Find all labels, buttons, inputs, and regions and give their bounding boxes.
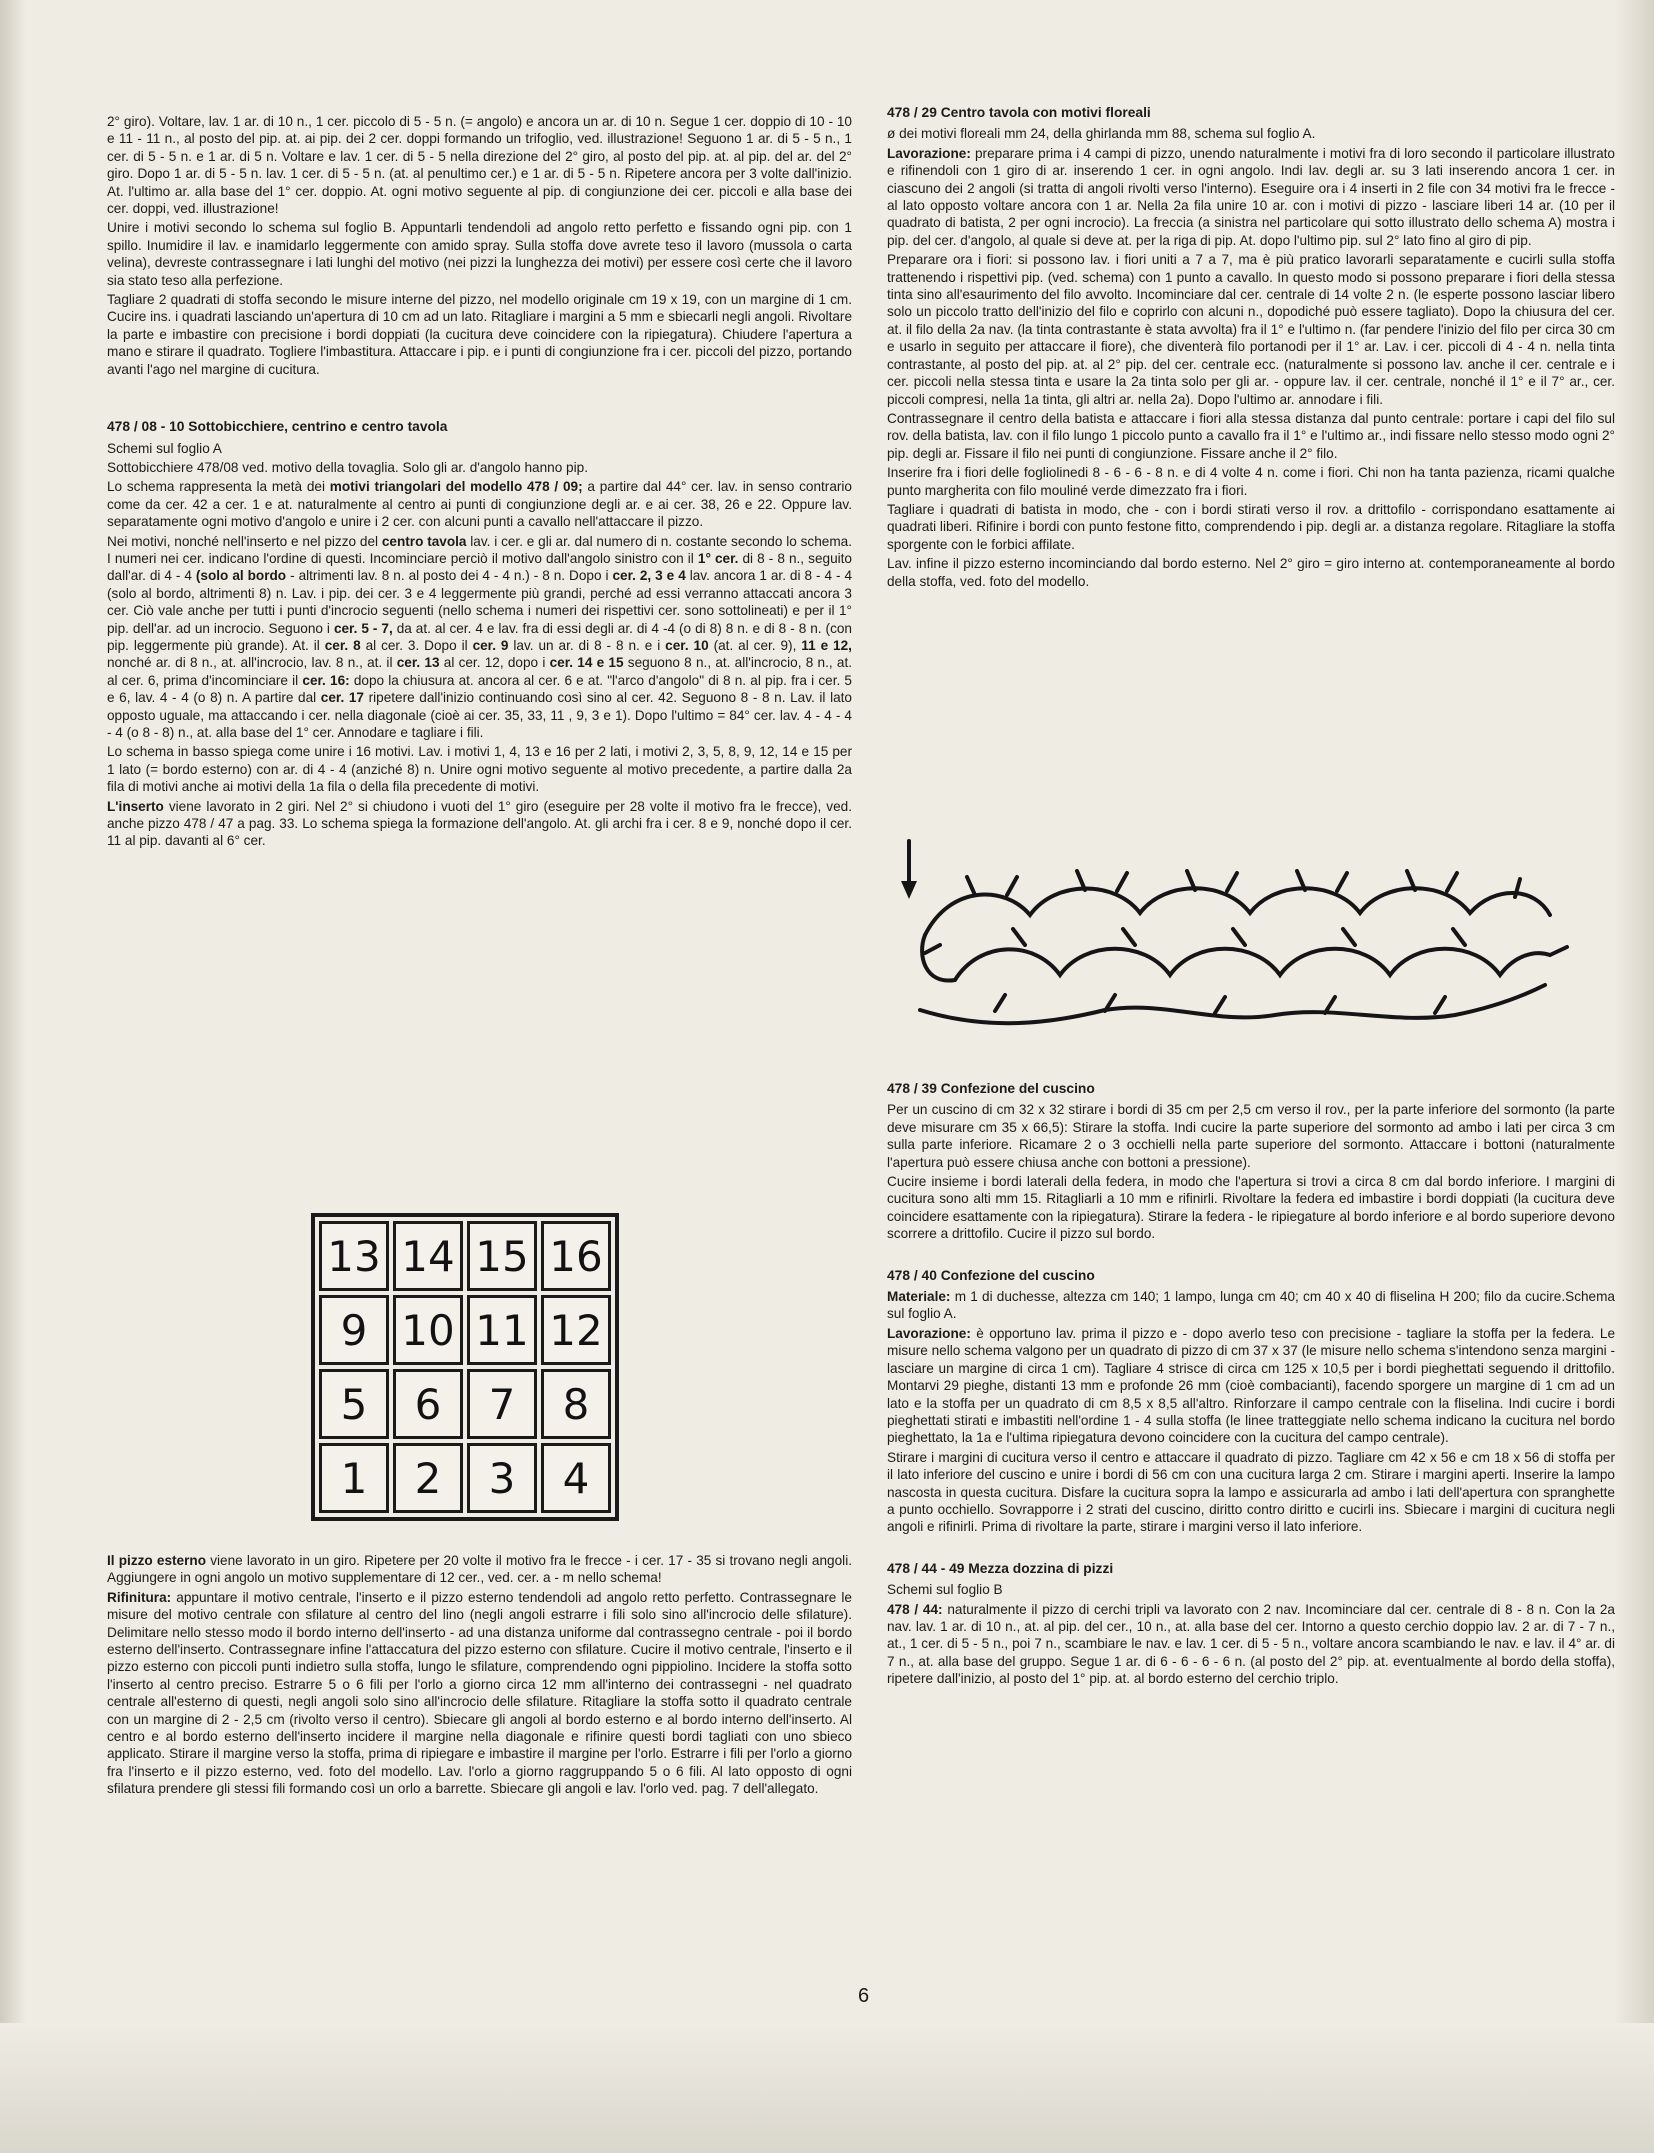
grid-cell: 2 (393, 1443, 463, 1513)
grid-cell: 8 (541, 1369, 611, 1439)
paragraph: Cucire insieme i bordi laterali della federa, in modo che l'apertura si trovi a circa 8 cm dal bordo inferiore. I margini di cucitura sono alti mm 15. Ritagliarli a 10 mm e rifinirli. Rivoltare la federa ed imbastire i bordi doppiati (la cucitura deve coincidere esattamente con la ripiegatura). Stirare la federa - le ripiegature al bordo inferiore e al bordo superiore devono scorrere a drittofilo. Cucire il pizzo sul bordo. (887, 1174, 1615, 1242)
left-column-lower (107, 1552, 852, 1800)
lace-diagram (895, 825, 1575, 1045)
paragraph: Tagliare i quadrati di batista in modo, che - con i bordi stirati verso il rov. a drittofilo - corrispondano esattamente ai quadrati liberi. Rifinire i bordi con punto festone fitto, comprendendo i pip. degli ar. a distanza regolare. Ritagliare la stoffa sporgente con le forbici affilate. (887, 501, 1615, 552)
paragraph: Stirare i margini di cucitura verso il centro e attaccare il quadrato di pizzo. Tagliare cm 42 x 56 e cm 18 x 56 di stoffa per il lato inferiore del cuscino e unire i bordi di 56 cm con una cucitura larga 2 cm. Stirare i margini aperti. Inserire la lampo nascosta in questa cucitura. Disfare la cucitura sopra la lampo e assicurarla ad ambo i lati dell'apertura con spranghette a punto occhiello. Sovrapporre i 2 strati del cuscino, diritto contro diritto e cucirli ins. Sbiecare i margini di cucitura negli angoli e rifinirli. Prima di rivoltare la parte, stirare i margini verso il lato inferiore. (887, 1449, 1615, 1535)
section-title-0840: 478 / 40 Confezione del cuscino (887, 1267, 1095, 1283)
lower-baseline (920, 985, 1545, 1023)
grid-cell: 14 (393, 1221, 463, 1291)
picot (1117, 873, 1127, 891)
intro-paragraph: Tagliare 2 quadrati di stoffa secondo le misure interne del pizzo, nel modello originale cm 19 x 19, con un margine di 1 cm. Cucire ins. i quadrati lasciando un'apertura di 10 cm ad un lato. Ritagliare i margini a 5 mm e sbiecarli negli angoli. Rivoltare la parte e imbastire con precisione i bordi doppiati (la cucitura deve coincidere con la ripiegatura). Chiudere l'apertura a mano e stirare il quadrato. Togliere l'imbastitura. Attaccare i pip. e i punti di congiunzione fra i cer. piccoli del pizzo, portando avanti l'ago nel margine di cucitura. (107, 292, 852, 377)
picot (1550, 947, 1567, 955)
picot (1215, 997, 1225, 1013)
section-subtitle: Schemi sul foglio B (887, 1582, 1003, 1598)
paragraph: ø dei motivi floreali mm 24, della ghirlanda mm 88, schema sul foglio A. (887, 126, 1316, 142)
paragraph: Lo schema in basso spiega come unire i 16 motivi. Lav. i motivi 1, 4, 13 e 16 per 2 lati, i motivi 2, 3, 5, 8, 9, 12, 14 e 15 per 1 lato (= bordo esterno) con ar. di 4 - 4 (anziché 8) n. Unire ogni motivo seguente al motivo precedente, a partire dalla 2a fila di motivi anche ai motivi della 1a fila o della fila precedente di motivi. (107, 744, 852, 795)
section-title-0839: 478 / 39 Confezione del cuscino (887, 1081, 1095, 1096)
page-edge-right (1614, 0, 1654, 2153)
picot (1007, 877, 1017, 895)
picot (1447, 873, 1457, 891)
grid-cell: 5 (319, 1369, 389, 1439)
motif-number-grid (311, 1213, 619, 1521)
grid-cell: 4 (541, 1443, 611, 1513)
intro-paragraph: Unire i motivi secondo lo schema sul foglio B. Appuntarli tendendoli ad angolo retto perfetto e fissando ogni pip. con 1 spillo. Inumidire il lav. e inamidarlo leggermente con amido spray. Sulla stoffa dove avrete teso il lavoro (mussola o carta velina), devreste contrassegnare i lati lunghi del motivo (nei pizzi la lunghezza dei motivi) per essere così certe che il lavoro sia stato teso alla perfezione. (107, 220, 852, 288)
page-edge-left (0, 0, 26, 2153)
paragraph: Lavorazione: preparare prima i 4 campi di pizzo, unendo naturalmente i motivi fra di loro secondo il particolare illustrato e rifinendoli con 1 giro di ar. inserendo 1 cer. in ogni angolo. Indi lav. degli ar. su 3 lati inserendo ancora 1 cer. in ciascuno dei 2 angoli (si tratta di angoli rivolti verso l'interno). Eseguire ora i 4 inserti in 2 file con 34 motivi fra le frecce - al lato opposto voltare ancora con 1 ar. Nella 2a fila unire 10 ar. con i motivi di pizzo - lasciare liberi 14 ar. (10 per il quadrato di batista, 2 per ogni incrocio). La freccia (a sinistra nel particolare qui sotto illustrato dello schema A) mostra i pip. del cer. d'angolo, al quale si deve at. per la riga di pip. At. dopo l'ultimo pip. sul 2° lato fino al giro di pip. (887, 145, 1615, 248)
picot (1013, 929, 1025, 945)
grid-cell: 6 (393, 1369, 463, 1439)
picot (1337, 873, 1347, 891)
grid-cell: 12 (541, 1295, 611, 1365)
right-column (887, 104, 1615, 592)
picot (1227, 873, 1237, 891)
paragraph: Lavorazione: è opportuno lav. prima il pizzo e - dopo averlo teso con precisione - tagliare la stoffa per la federa. Le misure nello schema valgono per un quadrato di pizzo di cm 37 x 37 (le misure nello schema s'intendono senza margini - lasciare un margine di circa 1 cm). Tagliare 4 strisce di circa cm 125 x 10,5 per i bordi pieghettati seguendo il drittofilo. Montarvi 29 pieghe, distanti 13 mm e profonde 26 mm (cioè combacianti), facendo sporgere un margine di 1 cm ad un lato e la stoffa per un quadrato di cm 8,5 x 8,5 all'altro. Rinforzare il campo centrale con la fliselina. Indi cucire i bordi pieghettati stirati e imbastiti nell'ordine 1 - 4 sulla stoffa (le linee tratteggiate nello schema indicano la cucitura nel bordo pieghettato, la 1a e l'ultima ripiegatura devono coincidere con la cucitura del campo centrale). (887, 1325, 1615, 1446)
paragraph: Per un cuscino di cm 32 x 32 stirare i bordi di 35 cm per 2,5 cm verso il rov., per la parte inferiore del sormonto (la parte deve misurare cm 35 x 66,5): Stirare la stoffa. Indi cucire la parte superiore del sormonto ad ambo i lati per circa 3 cm sulla parte inferiore. Ricamare 2 o 3 occhielli nella parte superiore del sormonto. Attaccare i bottoni (naturalmente l'apertura può essere chiusa anche con bottoni a pressione). (887, 1102, 1615, 1170)
picot (1123, 929, 1135, 945)
picot (967, 877, 975, 895)
upper-scallop-row (925, 888, 1550, 935)
paragraph: Sottobicchiere 478/08 ved. motivo della tovaglia. Solo gli ar. d'angolo hanno pip. (107, 459, 588, 475)
paragraph: Inserire fra i fiori delle fogliolinedi 8 - 6 - 6 - 8 n. e di 4 volte 4 n. come i fiori. Chi non ha tanta pazienza, ricami qualche punto margherita con filo mouliné verde dimezzato fra i fiori. (887, 465, 1615, 498)
section-title-0810: 478 / 08 - 10 Sottobicchiere, centrino e centro tavola (107, 419, 448, 435)
picot (1233, 929, 1245, 945)
section-subtitle: Schemi sul foglio A (107, 440, 222, 456)
paragraph: Materiale: m 1 di duchesse, altezza cm 140; 1 lampo, lunga cm 40; cm 40 x 40 di fliselina H 200; filo da cucire.Schema sul foglio A. (887, 1289, 1615, 1322)
grid-cell: 11 (467, 1295, 537, 1365)
paragraph: Rifinitura: appuntare il motivo centrale, l'inserto e il pizzo esterno tendendoli ad angolo retto perfetto. Contrassegnare le misure del motivo centrale con sfilature al centro del lino (negli angoli estrarre i fili solo sino all'incrocio delle sfilature). Delimitare nello stesso modo il bordo interno dell'inserto - ad una distanza uniforme dal contrassegno centrale - poi il bordo esterno dell'inserto. Contrassegnare infine l'attaccatura del pizzo esterno con sfilature. Cucire il motivo centrale, l'inserto e il pizzo esterno con piccoli punti indietro sulla stoffa, lungo le sfilature, comprendendo ogni pippiolino. Incidere la stoffa sotto l'inserto al centro preciso. Estrarre 5 o 6 fili per l'orlo a giorno circa 12 mm all'interno dei contrassegni - nel quadrato centrale all'esterno di questi, negli angoli solo sino all'incrocio delle sfilature. Ritagliare la stoffa sotto il quadrato centrale con un margine di 2 - 2,5 cm (rivolto verso il centro). Sbiecare gli angoli al bordo esterno e al bordo interno dell'inserto. Al centro e al bordo esterno dell'inserto incidere il margine nella diagonale e rifinire questi bordi tagliati con uno sbieco applicato. Stirare il margine verso la stoffa, prima di ripiegare e imbastire il margine per l'orlo. Estrarre i fili per l'orlo a giorno fra l'inserto e il pizzo esterno, ved. foto del modello. Lav. l'orlo a giorno raggruppando 5 o 6 fili. Al lato opposto di ogni sfilatura prendere gli stessi fili formando così un orlo a barrette. Sbiecare gli angoli e lav. l'orlo ved. pag. 7 dell'allegato. (107, 1589, 852, 1797)
left-end-curve (922, 935, 955, 981)
right-column-lower (887, 1080, 1615, 1690)
lower-scallop-row (955, 949, 1550, 980)
grid-cell: 10 (393, 1295, 463, 1365)
grid-cell: 3 (467, 1443, 537, 1513)
grid-cell: 1 (319, 1443, 389, 1513)
arrow-head (901, 881, 917, 899)
grid-cell: 9 (319, 1295, 389, 1365)
picot (995, 995, 1005, 1011)
section-title-0829: 478 / 29 Centro tavola con motivi floreali (887, 105, 1151, 120)
paragraph: Il pizzo esterno viene lavorato in un giro. Ripetere per 20 volte il motivo fra le frecce - i cer. 17 - 35 si trovano negli angoli. Aggiungere in ogni angolo un motivo supplementare di 12 cer., ved. cer. a - m nello schema! (107, 1553, 852, 1586)
grid-cell: 7 (467, 1369, 537, 1439)
intro-paragraph: 2° giro). Voltare, lav. 1 ar. di 10 n., 1 cer. piccolo di 5 - 5 n. (= angolo) e ancora un ar. di 10 n. Segue 1 cer. doppio di 10 - 10 e 11 - 11 n., al posto del pip. at. ai pip. dei 2 cer. doppi formando un trifoglio, ved. illustrazione! Seguono 1 ar. di 5 - 5 n., 1 cer. di 5 - 5 n. e 1 ar. di 5 n. Voltare e lav. 1 cer. di 5 - 5 nella direzione del 2° giro, al posto del pip. at. al pip. del ar. del 2° giro. Dopo 1 ar. di 5 - 5 n. lav. 1 cer. di 5 - 5 n. (at. al penultimo cer.) e 1 ar. di 5 - 5 n. Ripetere ancora per 3 volte dall'inizio. At. l'ultimo ar. alla base del 1° cer. doppio. At. ogni motivo seguente al pip. di congiunzione dei cer. piccoli e alla base dei cer. doppi, ved. illustrazione! (107, 114, 852, 217)
grid-cell: 15 (467, 1221, 537, 1291)
grid-cell: 16 (541, 1221, 611, 1291)
page-number: 6 (858, 1985, 870, 2007)
picot (925, 945, 940, 953)
paragraph: Nei motivi, nonché nell'inserto e nel pizzo del centro tavola lav. i cer. e gli ar. dal numero di n. costante secondo lo schema. I numeri nei cer. indicano l'ordine di questi. Incominciare perciò il motivo dall'angolo sinistro con il 1° cer. di 8 - 8 n., seguito dall'ar. di 4 - 4 (solo al bordo - altrimenti lav. 8 n. al posto dei 4 - 4 n.) - 8 n. Dopo i cer. 2, 3 e 4 lav. ancora 1 ar. di 8 - 4 - 4 (solo al bordo, altrimenti 8) n. Lav. i pip. dei cer. 3 e 4 leggermente più grandi, perché ad essi verranno attaccati ancora 3 cer. Ciò vale anche per tutti i punti d'incrocio seguenti (nello schema i numeri dei rispettivi cer. sono sottolineati) e per il 1° pip. dell'ar. ad un incrocio. Seguono i cer. 5 - 7, da at. al cer. 4 e lav. fra di essi degli ar. di 4 -4 (o di 8) 8 n. e di 8 - 8 n. (con pip. leggermente più grande). At. il cer. 8 al cer. 3. Dopo il cer. 9 lav. un ar. di 8 - 8 n. e i cer. 10 (at. al cer. 9), 11 e 12, nonché ar. di 8 n., at. all'incrocio, lav. 8 n., at. il cer. 13 al cer. 12, dopo i cer. 14 e 15 seguono 8 n., at. all'incrocio, 8 n., at. al cer. 6, prima d'incominciare il cer. 16: dopo la chiusura at. ancora al cer. 6 e at. "l'arco d'angolo" di 8 n. al pip. fra i cer. 5 e 6, lav. 4 - 4 (o 8) n. A partire dal cer. 17 ripetere dall'inizio continuando così sino al cer. 42. Seguono 8 - 8 n. Lav. il lato opposto uguale, ma attaccando i cer. nella diagonale (cioè ai cer. 35, 33, 11 , 9, 3 e 1). Dopo l'ultimo = 84° cer. lav. 4 - 4 - 4 - 4 (o 8 - 8) n., at. alla base del 1° cer. Annodare e tagliare i fili. (107, 533, 853, 740)
grid-cell: 13 (319, 1221, 389, 1291)
paragraph: 478 / 44: naturalmente il pizzo di cerchi tripli va lavorato con 2 nav. Incominciare dal cer. centrale di 8 - 8 n. Con la 2a nav. lav. 1 ar. di 10 n., at. al pip. del cer., 10 n., at. alla base del cer. Intorno a questo cerchio doppio lav. 2 ar. di 7 - 7 n., at., 1 cer. di 5 - 5 n., poi 7 n., scambiare le nav. e lav. 1 cer. di 5 - 5 n., voltare ancora scambiando le nav. e lav. il 4° ar. di 7 n., at. alla base del gruppo. Segue 1 ar. di 6 - 6 - 6 - 6 n. (al posto del 2° pip. at. eventualmente al bordo della stoffa), ripetere dall'inizio, al posto del 1° pip. at. al bordo esterno del cerchio triplo. (887, 1601, 1615, 1687)
paragraph: Preparare ora i fiori: si possono lav. i fiori uniti a 7 a 7, ma è più pratico lavorarli separatamente e cucirli sulla stoffa trattenendo i rispettivi pip. (ved. schema) con 1 punto a cavallo. In questo modo si possono preparare i fiori della stessa tinta sino all'esaurimento del filo avvolto. Incominciare dal cer. centrale di 14 volte 2 n. (le esperte possono lasciar libero solo un piccolo tratto dell'inizio del filo e coprirlo con alcuni n., dopodiché può essere tagliato). Dopo la chiusura del cer. at. il filo della 2a nav. (la tinta contrastante è stata avvolta) fra il 1° e l'ultimo n. (far pendere l'inizio del filo per circa 30 cm e usarlo in seguito per attaccare il fiore), che diventerà filo portanodi per il 1° ar. Lav. i cer. piccoli di 4 - 4 n. nella tinta contrastante, al posto del pip. at. al 2° pip. del cer. centrale ecc. (naturalmente si possono lav. anche il cer. centrale e i cer. piccoli nella stessa tinta e usare la 2a tinta solo per gli ar. - oppure lav. il cer. centrale, nonché il 1° e il 7° ar., cer. piccoli compresi, nella 1a tinta, gli altri ar. nella 2a). Dopo l'ultimo ar. annodare i fili. (887, 252, 1615, 407)
paragraph: Lav. infine il pizzo esterno incominciando dal bordo esterno. Nel 2° giro = giro interno at. contemporaneamente al bordo della stoffa, ved. foto del modello. (887, 556, 1615, 589)
paragraph: Lo schema rappresenta la metà dei motivi triangolari del modello 478 / 09; a partire dal 44° cer. lav. in senso contrario come da cer. 42 a cer. 1 e at. naturalmente al centro ai punti di congiunzione degli ar. e ai cer. 38, 26 e 22. Oppure lav. separatamente ogni motivo d'angolo e unire i 2 cer. con alcuni punti a cavallo nell'attaccare il pizzo. (107, 479, 852, 530)
picot (1435, 997, 1445, 1013)
section-title-0844: 478 / 44 - 49 Mezza dozzina di pizzi (887, 1560, 1114, 1576)
page-bottom-band (0, 2023, 1654, 2153)
picot (1343, 929, 1355, 945)
paragraph: L'inserto viene lavorato in 2 giri. Nel 2° si chiudono i vuoti del 1° giro (eseguire per 28 volte il motivo fra le frecce), ved. anche pizzo 478 / 47 a pag. 33. Lo schema spiega la formazione dell'angolo. At. gli archi fra i cer. 8 e 9, nonché dopo il cer. 11 al pip. davanti al 6° cer. (107, 798, 852, 849)
picot (1453, 929, 1465, 945)
paragraph: Contrassegnare il centro della batista e attaccare i fiori alla stessa distanza dal punto centrale: portare i capi del filo sul rov. della batista, lav. con il filo lungo 1 piccolo punto a cavallo fra il 1° e l'ultimo ar., indi fissare nello stesso modo ogni 2° pip. degli ar. Fissare il filo nei punti di congiunzione. Fissare anche il 2° filo. (887, 410, 1615, 461)
left-column (107, 113, 852, 852)
